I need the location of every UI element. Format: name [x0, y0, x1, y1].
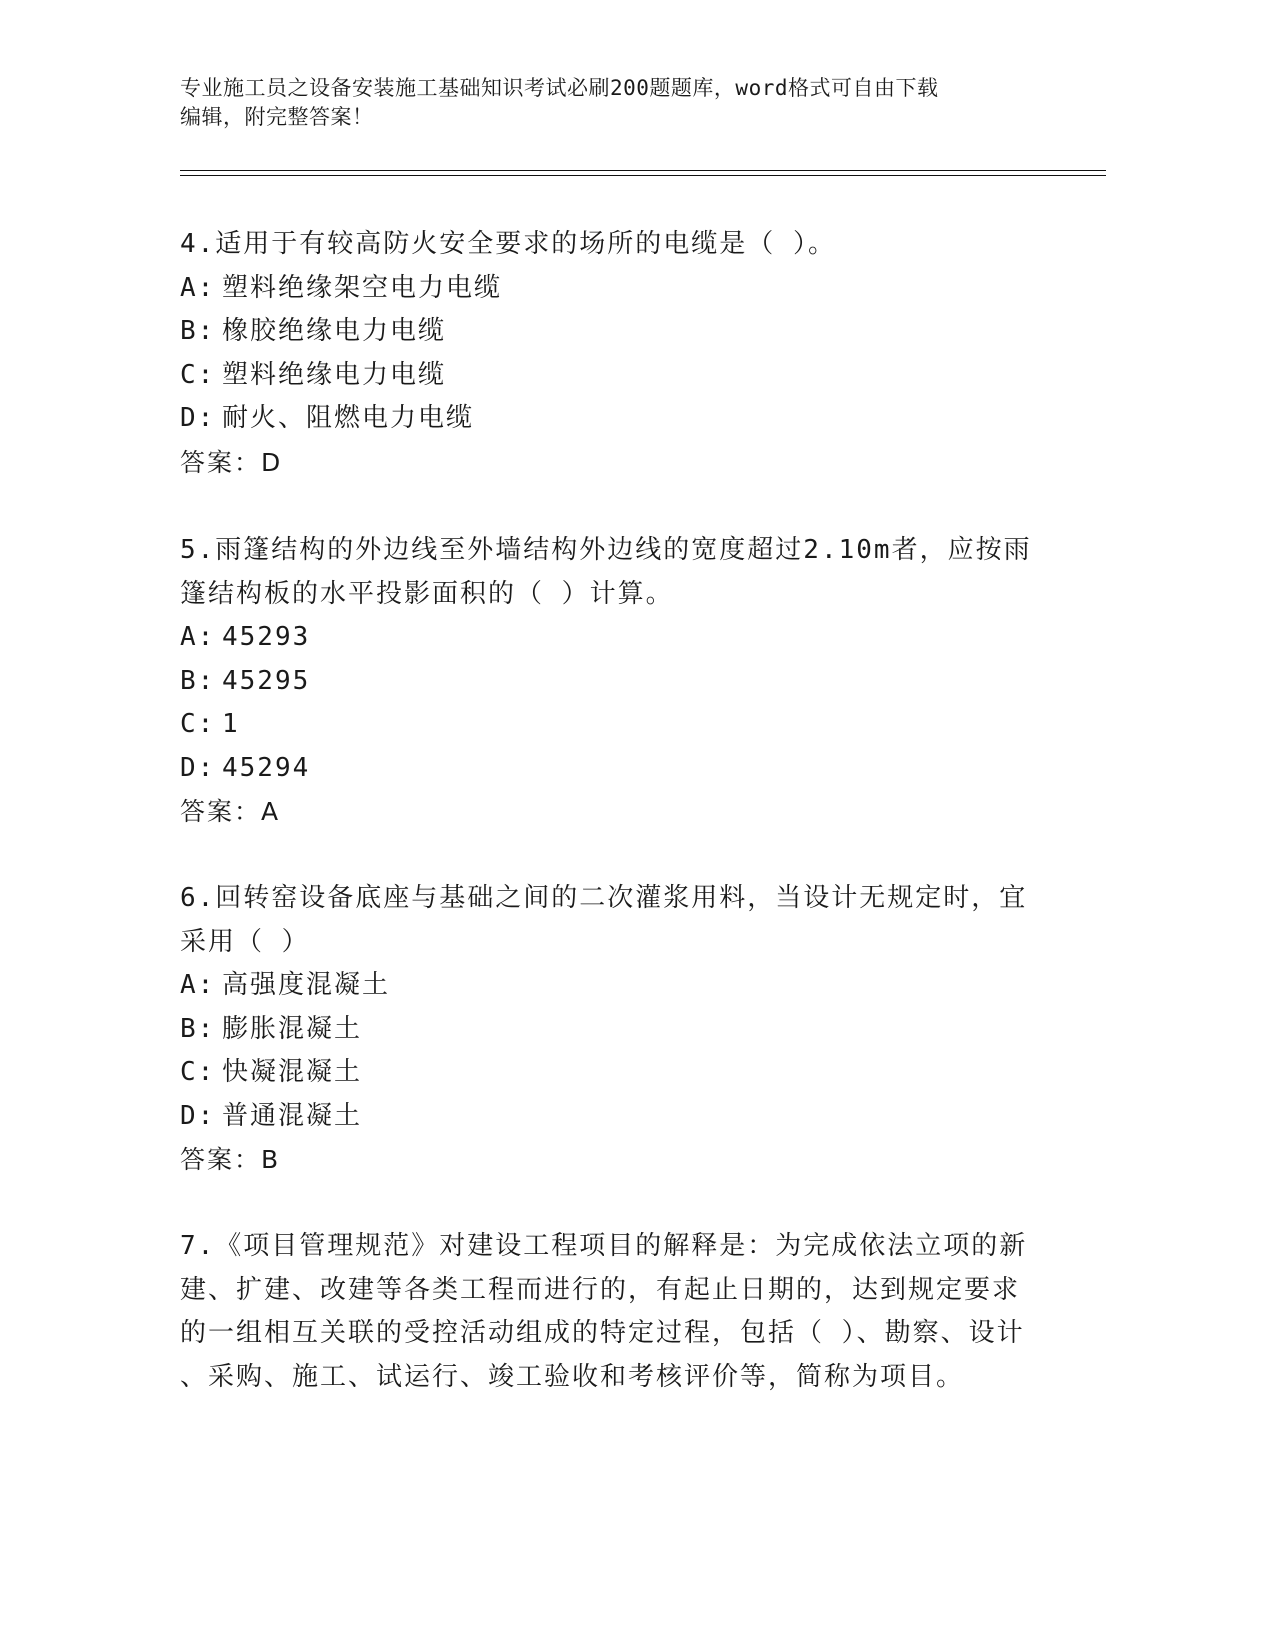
option-a — [180, 964, 1060, 1008]
option-key: C: — [180, 1057, 216, 1087]
question-stem-line-3: 的一组相互关联的受控活动组成的特定过程，包括（ ）、勘察、设计 — [180, 1318, 1025, 1348]
option-key: D: — [180, 403, 216, 433]
option-text: 普通混凝土 — [222, 1100, 363, 1131]
option-a — [180, 267, 1060, 311]
question-stem-line-4: 、采购、施工、试运行、竣工验收和考核评价等，简称为项目。 — [180, 1361, 965, 1392]
document-header — [180, 74, 1080, 132]
option-d — [180, 397, 1060, 441]
question-7 — [180, 1225, 1060, 1399]
answer-line: 答案：B — [180, 1145, 281, 1174]
option-b — [180, 1008, 1060, 1052]
question-4 — [180, 223, 1060, 484]
question-stem-line-2: 采用（ ） — [180, 926, 310, 957]
option-key: D: — [180, 1100, 216, 1131]
answer-line: 答案：A — [180, 797, 281, 826]
header-divider-top — [180, 170, 1106, 171]
option-text: 塑料绝缘电力电缆 — [222, 359, 447, 390]
option-key: B: — [180, 665, 216, 696]
question-5 — [180, 529, 1060, 834]
option-text: 45293 — [222, 622, 311, 652]
option-text: 耐火、阻燃电力电缆 — [222, 403, 475, 433]
option-c — [180, 1051, 1060, 1095]
option-c — [180, 703, 1060, 747]
question-6 — [180, 877, 1060, 1182]
question-stem-line-1: 5.雨篷结构的外边线至外墙结构外边线的宽度超过2.10m者，应按雨 — [180, 535, 1032, 565]
option-b — [180, 660, 1060, 704]
option-text: 1 — [222, 709, 240, 739]
option-text: 膨胀混凝土 — [222, 1013, 363, 1044]
header-title-line-2: 编辑，附完整答案！ — [180, 105, 374, 129]
option-text: 快凝混凝土 — [222, 1057, 363, 1087]
option-a — [180, 616, 1060, 660]
question-stem-line-2: 建、扩建、改建等各类工程而进行的，有起止日期的，达到规定要求 — [180, 1274, 1021, 1305]
option-b — [180, 310, 1060, 354]
answer-line: 答案：D — [180, 447, 283, 477]
question-stem-line-2: 篷结构板的水平投影面积的（ ）计算。 — [180, 578, 674, 609]
option-key: A: — [180, 622, 216, 652]
option-d — [180, 1095, 1060, 1139]
option-key: A: — [180, 970, 216, 1000]
option-text: 45294 — [222, 752, 311, 783]
option-key: B: — [180, 1013, 216, 1044]
option-key: D: — [180, 752, 216, 783]
option-c — [180, 354, 1060, 398]
question-stem: 4.适用于有较高防火安全要求的场所的电缆是（ ）。 — [180, 229, 836, 259]
option-key: C: — [180, 359, 216, 390]
option-text: 高强度混凝土 — [222, 970, 391, 1000]
option-text: 塑料绝缘架空电力电缆 — [222, 272, 503, 303]
header-title-line-1: 专业施工员之设备安装施工基础知识考试必刷200题题库，word格式可自由下载 — [180, 76, 939, 100]
question-stem-line-1: 6.回转窑设备底座与基础之间的二次灌浆用料，当设计无规定时，宜 — [180, 883, 1028, 913]
option-d — [180, 747, 1060, 791]
option-key: A: — [180, 272, 216, 303]
option-text: 橡胶绝缘电力电缆 — [222, 316, 447, 346]
question-stem-line-1: 7.《项目管理规范》对建设工程项目的解释是：为完成依法立项的新 — [180, 1231, 1028, 1261]
option-text: 45295 — [222, 665, 311, 696]
header-divider-bottom — [180, 175, 1106, 176]
option-key: C: — [180, 709, 216, 739]
option-key: B: — [180, 316, 216, 346]
